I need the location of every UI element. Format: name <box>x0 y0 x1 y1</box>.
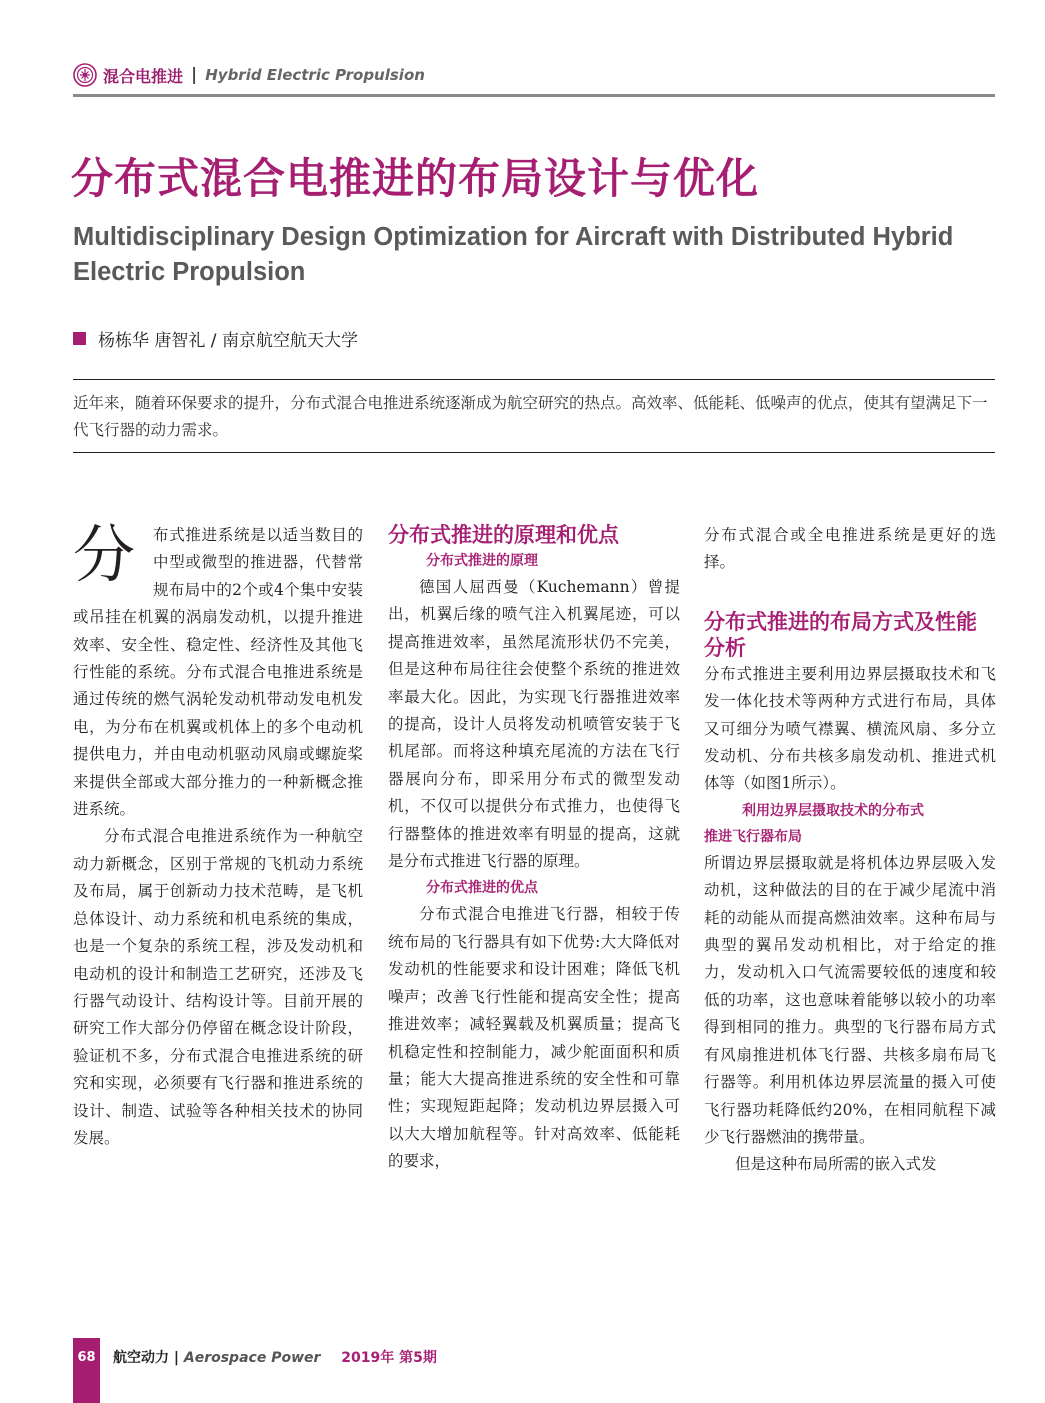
paragraph: 但是这种布局所需的嵌入式发 <box>735 1155 937 1174</box>
column-3 <box>704 522 996 1179</box>
running-header <box>73 60 995 90</box>
abstract-rule-bottom <box>73 452 995 453</box>
subsection-heading-line2: 推进飞行器布局 <box>704 828 802 845</box>
journal-name-en: Aerospace Power <box>183 1350 321 1366</box>
page-number: 68 <box>77 1350 96 1365</box>
paragraph: 分布式混合电推进飞行器，相较于传统布局的飞行器具有如下优势:大大降低对发动机的性能要求和设计困难；降低飞机噪声；改善飞行性能和提高安全性；提高推进效率；减轻翼载及机翼质量；提高飞机稳定性和控制能力，减少舵面面积和质量；能大大提高推进系统的安全性和可靠性；实现短距起降；发动机边界层摄入可以大大增加航程等。针对高效率、低能耗的要求， <box>388 905 680 1171</box>
section-heading: 分布式推进的原理和优点 <box>388 523 619 547</box>
paragraph: 分布式混合电推进系统作为一种航空动力新概念，区别于常规的飞机动力系统及布局，属于创新动力技术范畴，是飞机总体设计、动力系统和机电系统的集成，也是一个复杂的系统工程，涉及发动机和电动机的设计和制造工艺研究，还涉及飞行器气动设计、结构设计等。目前开展的研究工作大部分仍停留在概念设计阶段，验证机不多，分布式混合电推进系统的研究和实现，必须要有飞行器和推进系统的设计、制造、试验等各种相关技术的协同发展。 <box>73 827 363 1147</box>
journal-separator: | <box>173 1350 179 1366</box>
journal-seal-icon <box>73 63 97 87</box>
authors-text: 杨栋华 唐智礼 / 南京航空航天大学 <box>98 331 358 351</box>
paragraph <box>73 518 363 823</box>
issue-label: 2019年 第5期 <box>341 1350 437 1366</box>
subsection-heading: 分布式推进的优点 <box>426 880 538 897</box>
abstract: 近年来，随着环保要求的提升，分布式混合电推进系统逐渐成为航空研究的热点。高效率、低能耗、低噪声的优点，使其有望满足下一代飞行器的动力需求。 <box>73 394 988 439</box>
paragraph: 分布式混合或全电推进系统是更好的选择。 <box>704 526 996 572</box>
section-name-en: Hybrid Electric Propulsion <box>205 66 425 84</box>
paragraph-text: 布式推进系统是以适当数目的中型或微型的推进器，代替常规布局中的2个或4个集中安装或吊挂在机翼的涡扇发动机，以提升推进效率、安全性、稳定性、经济性及其他飞行性能的系统。分布式混合电推进系统是通过传统的燃气涡轮发动机带动发电机发电，为分布在机翼或机体上的多个电动机提供电力，并由电动机驱动风扇或螺旋桨来提供全部或大部分推力的一种新概念推进系统。 <box>73 526 363 819</box>
header-rule <box>73 94 995 97</box>
abstract-rule-top <box>73 379 995 380</box>
subsection-heading-line1: 利用边界层摄取技术的分布式 <box>742 802 924 819</box>
paragraph: 所谓边界层摄取就是将机体边界层吸入发动机，这种做法的目的在于减少尾流中消耗的动能从而提高燃油效率。这种布局与典型的翼吊发动机相比，对于给定的推力，发动机入口气流需要较低的速度和较低的功率，这也意味着能够以较小的功率得到相同的推力。典型的飞行器布局方式有风扇推进机体飞行器、共核多扇布局飞行器等。利用机体边界层流量的摄入可使飞行器功耗降低约20%，在相同航程下减少飞行器燃油的携带量。 <box>704 853 996 1146</box>
page-tab <box>73 1338 100 1403</box>
paragraph: 分布式推进主要利用边界层摄取技术和飞发一体化技术等两种方式进行布局，具体又可细分为喷气襟翼、横流风扇、多分立发动机、分布共核多扇发动机、推进式机体等（如图1所示）。 <box>704 664 996 793</box>
journal-line <box>113 1347 437 1367</box>
subsection-heading: 分布式推进的原理 <box>426 553 538 569</box>
drop-cap: 分 <box>73 518 136 591</box>
article-title-en: Multidisciplinary Design Optimization for Aircraft with Distributed Hybrid Electric Propulsion <box>73 223 954 286</box>
column-1 <box>73 518 363 1152</box>
bullet-square-icon <box>73 332 86 345</box>
journal-name-cn: 航空动力 <box>113 1350 169 1366</box>
page-footer <box>73 1338 995 1403</box>
section-heading: 分布式推进的布局方式及性能分析 <box>704 609 977 660</box>
author-line <box>73 326 358 351</box>
header-separator: | <box>191 65 198 85</box>
article-title-cn: 分布式混合电推进的布局设计与优化 <box>71 154 760 203</box>
paragraph: 德国人屈西曼（Kuchemann）曾提出，机翼后缘的喷气注入机翼尾迹，可以提高推进效率，虽然尾流形状仍不完美，但是这种布局往往会使整个系统的推进效率最大化。因此，为实现飞行器推进效率的提高，设计人员将发动机喷管安装于飞机尾部。而将这种填充尾流的方法在飞行器展向分布，即采用分布式的微型发动机，不仅可以提供分布式推力，也使得飞行器整体的推进效率有明显的提高，这就是分布式推进飞行器的原理。 <box>388 578 680 871</box>
section-name-cn: 混合电推进 <box>103 66 184 86</box>
column-2 <box>388 522 680 1176</box>
